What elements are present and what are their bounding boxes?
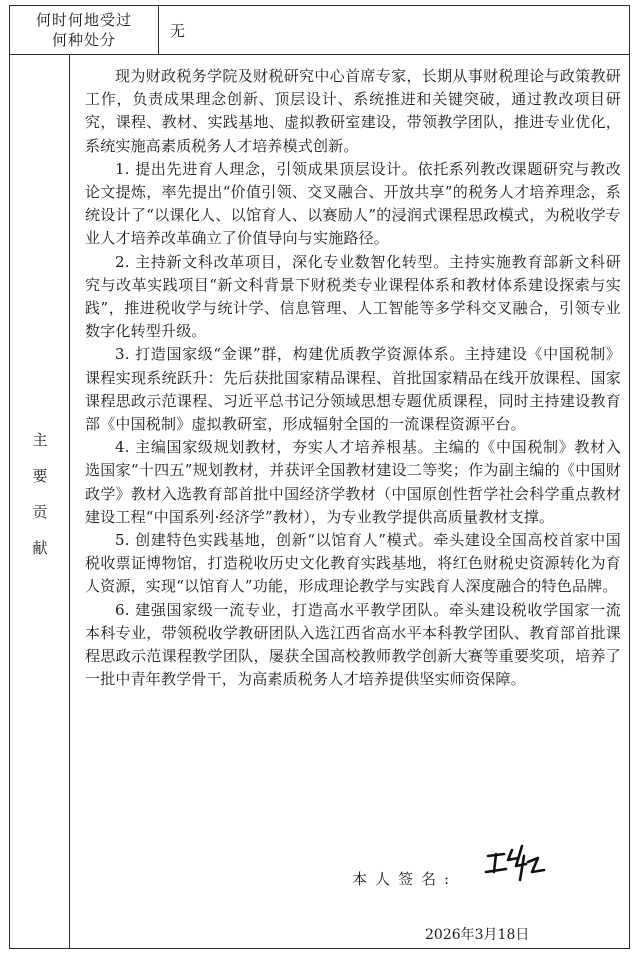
contributions-label-char: 贡 [32,503,48,521]
contributions-label-char: 要 [32,467,48,485]
contributions-label [10,55,70,949]
contribution-item: 1. 提出先进育人理念，引领成果顶层设计。依托系列教改课题研究与教改论文提炼，率先提出“价值引领、交叉融合、开放共享”的税务人才培养理念，系统设计了“以课化人、以馆育人、以赛励人”的浸润式课程思政模式，为税收学专业人才培养改革确立了价值导向与实施路径。 [85,159,621,248]
disciplinary-value: 无 [170,21,186,40]
signature-label: 本人签名: [352,870,458,888]
contributions-label-char: 主 [32,431,48,449]
disciplinary-label [10,6,159,54]
contributions-label-char: 献 [32,539,48,557]
disciplinary-label-line1: 何时何地受过 [35,11,132,29]
intro-paragraph: 现为财政税务学院及财税研究中心首席专家，长期从事财税理论与政策教研工作，负责成果理念创新、顶层设计、系统推进和关键突破，通过教改项目研究，课程、教材、实践基地、虚拟教研室建设，带领教学团队，推进专业优化，系统实施高素质税务人才培养模式创新。 [85,67,621,155]
disciplinary-row [10,6,629,55]
signature-date: 2026年3月18日 [425,927,530,943]
contribution-item: 3. 打造国家级“金课”群，构建优质教学资源体系。主持建设《中国税制》课程实现系统跃升：先后获批国家精品课程、首批国家精品在线开放课程、国家课程思政示范课程、习近平总书记分领域思想专题优质课程，同时主持建设教育部《中国税制》虚拟教研室，形成辐射全国的一流课程资源平台。 [85,345,621,434]
contributions-row [10,55,629,949]
contribution-item: 2. 主持新文科改革项目，深化专业数智化转型。主持实施教育部新文科研究与改革实践项目“新文科背景下财税类专业课程体系和教材体系建设探索与实践”，推进税收学与统计学、信息管理、人工智能等多学科交叉融合，引领专业数字化转型升级。 [85,252,621,341]
handwritten-signature [482,842,552,884]
contribution-item: 6. 建强国家级一流专业，打造高水平教学团队。牵头建设税收学国家一流本科专业，带领税收学教研团队入选江西省高水平本科教学团队、教育部首批课程思政示范课程教学团队，屡获全国高校教师教学创新大赛等重要奖项，培养了一批中青年教学骨干，为高素质税务人才培养提供坚实师资保障。 [85,600,621,689]
disciplinary-label-line2: 何种处分 [51,31,116,49]
contribution-item: 5. 创建特色实践基地，创新“以馆育人”模式。牵头建设全国高校首家中国税收票证博物馆，打造税收历史文化教育实践基地，将红色财税史资源转化为育人资源，实现“以馆育人”功能，形成理论教学与实践育人深度融合的特色品牌。 [85,531,621,596]
contributions-content [85,65,621,691]
form-table [9,5,630,949]
contribution-item: 4. 主编国家级规划教材，夯实人才培养根基。主编的《中国税制》教材入选国家“十四五”规划教材，并获评全国教材建设二等奖；作为副主编的《中国财政学》教材入选教育部首批中国经济学教材（中国原创性哲学社会科学重点教材建设工程“中国系列·经济学”教材），为专业教学提供高质量教材支撑。 [85,438,621,526]
